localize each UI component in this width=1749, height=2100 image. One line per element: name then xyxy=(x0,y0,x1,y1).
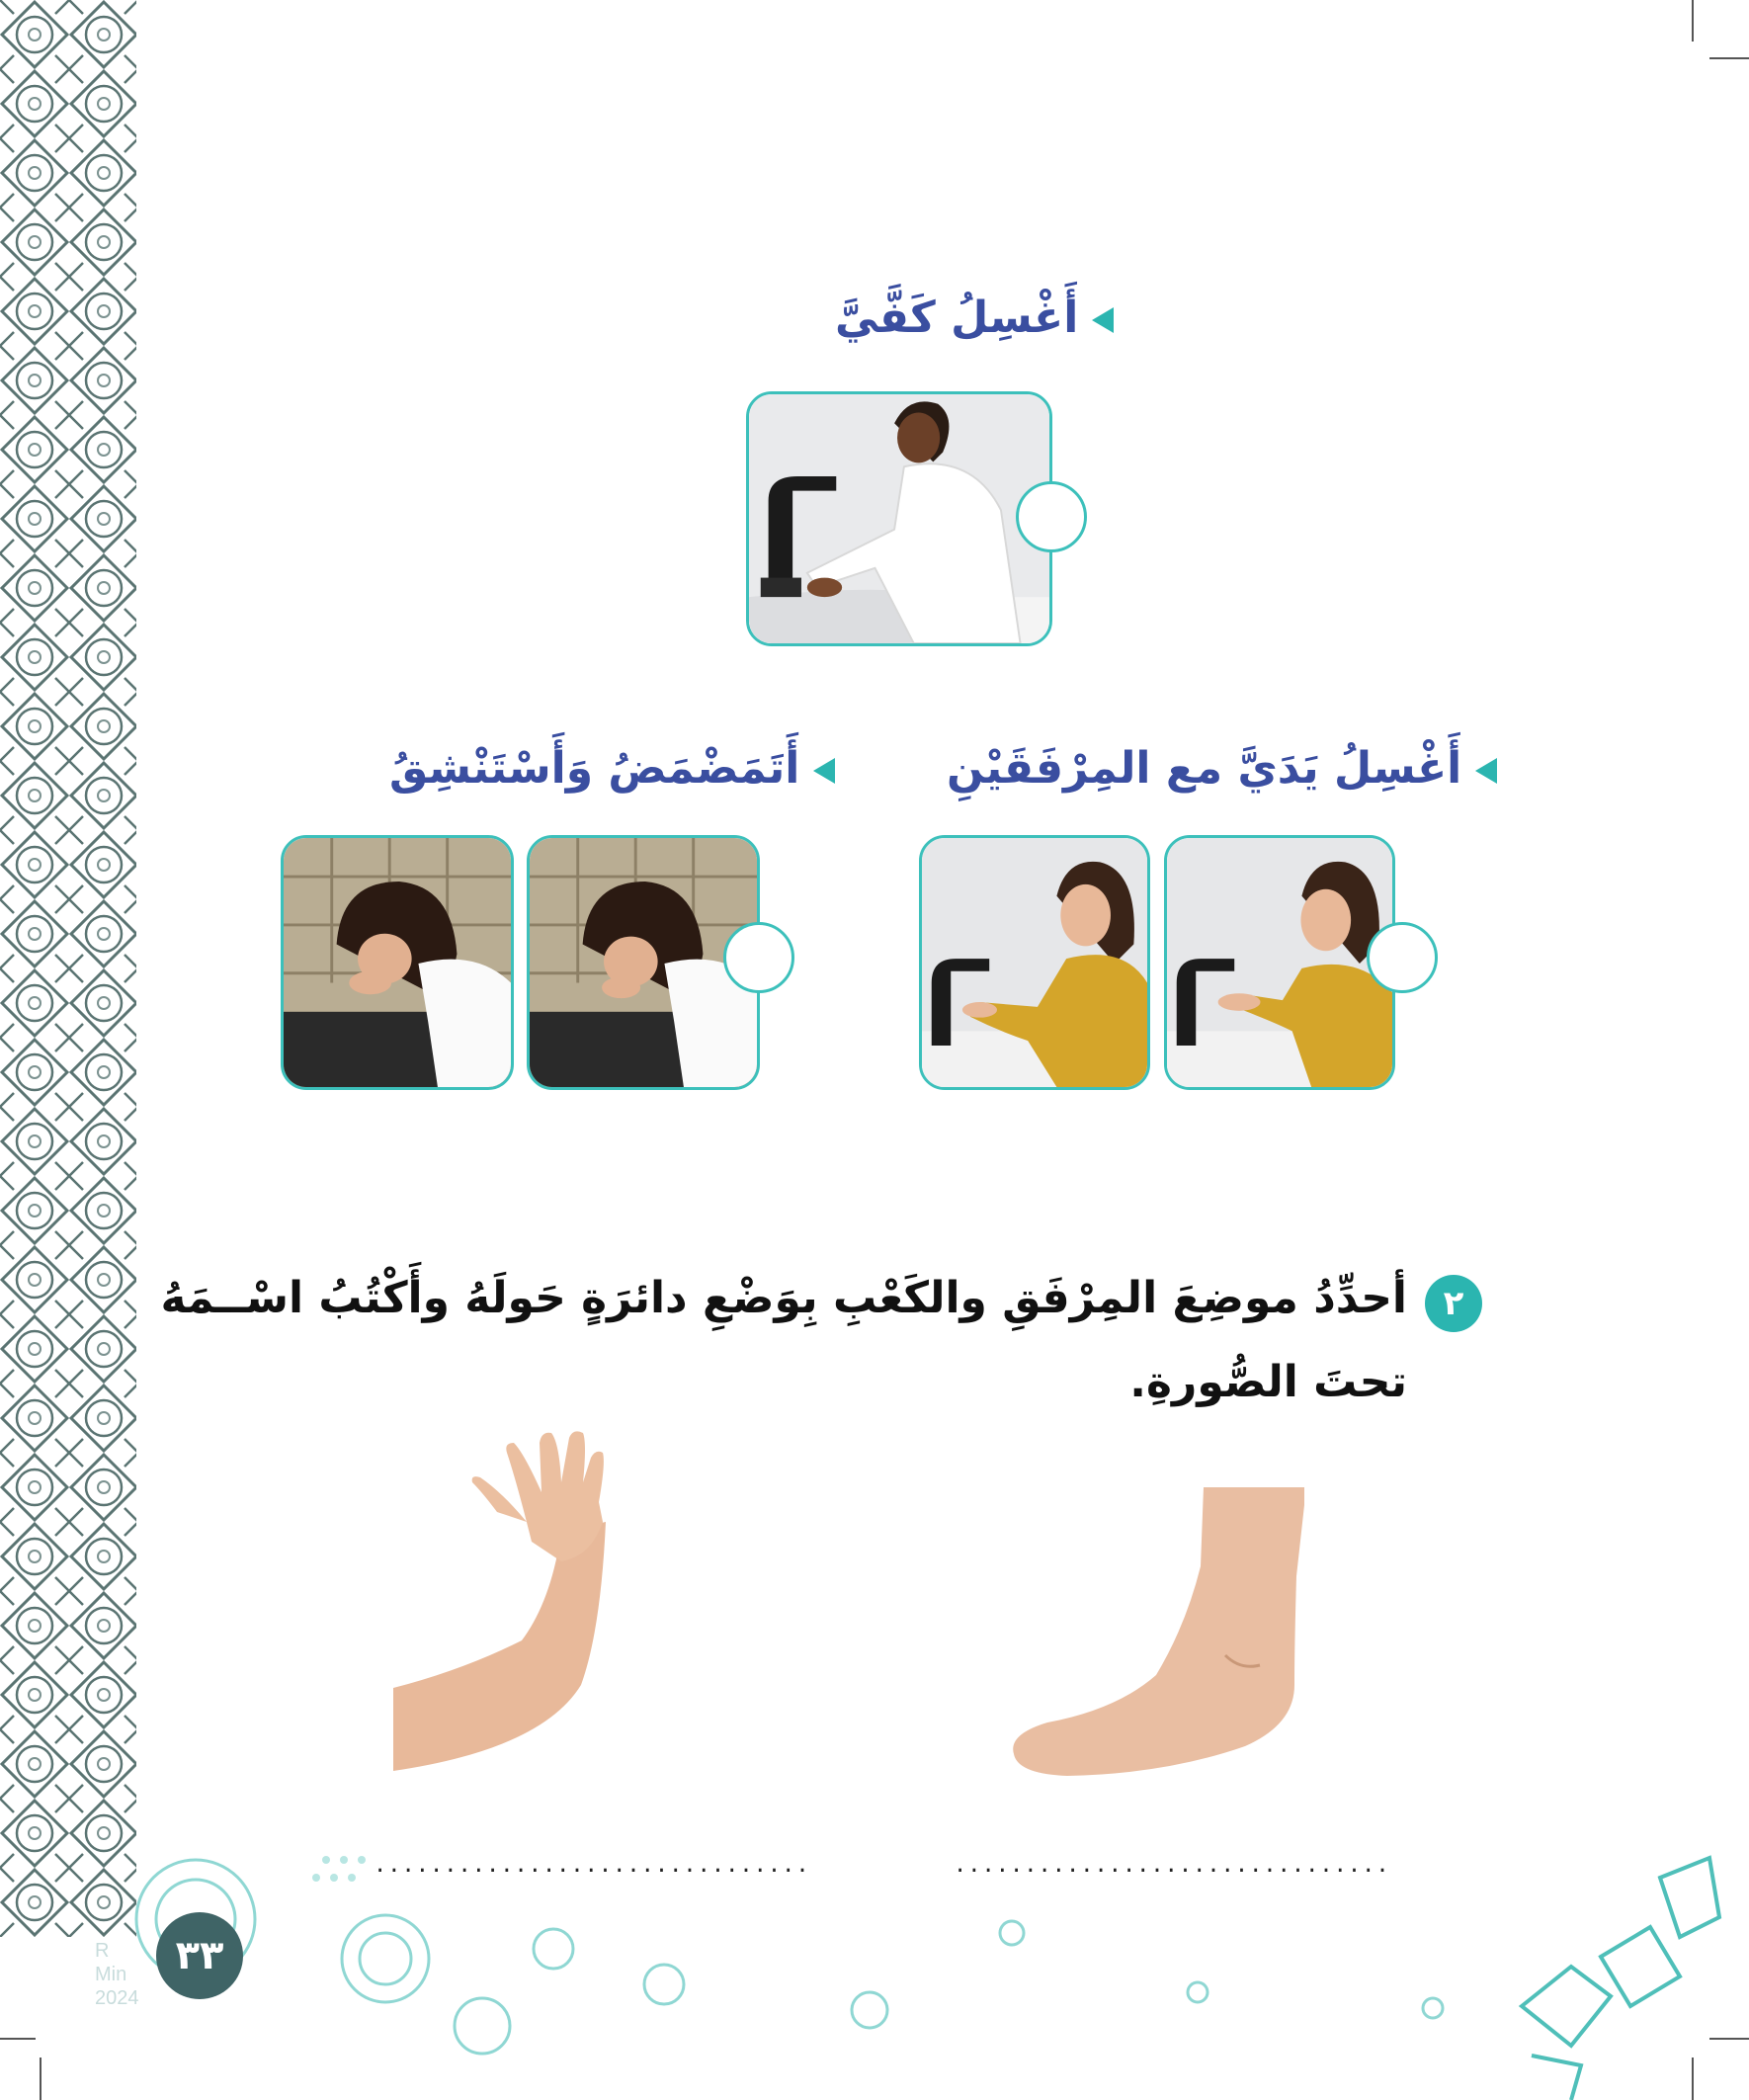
triangle-bullet-icon xyxy=(1475,758,1497,784)
answer-line-arm[interactable]: ............................... xyxy=(374,1853,810,1878)
check-circle[interactable] xyxy=(723,922,794,993)
ministry-watermark: R Min 2024 xyxy=(95,1940,139,2009)
step-title-wash-arms-elbows: أَغْسِلُ يَدَيَّ مع المِرْفَقَيْنِ xyxy=(947,743,1497,794)
photo-girl-washing-arm-1 xyxy=(919,835,1150,1090)
question-number-badge: ٢ xyxy=(1425,1275,1482,1332)
triangle-bullet-icon xyxy=(813,758,835,784)
crop-mark xyxy=(1709,57,1749,59)
check-circle[interactable] xyxy=(1367,922,1438,993)
footer-rosette-decorations xyxy=(119,1838,1749,2100)
page-number-badge: ٣٣ xyxy=(156,1912,243,1999)
step-title-rinse-mouth-nose: أَتَمَضْمَضُ وَأَسْتَنْشِقُ xyxy=(389,743,835,794)
photo-girl-washing-arm-2 xyxy=(1164,835,1395,1090)
triangle-bullet-icon xyxy=(1092,307,1114,333)
arm-image xyxy=(393,1423,680,1771)
photo-girl-rinsing-mouth-1 xyxy=(281,835,514,1090)
question-text-line2: تحتَ الصُّورةِ. xyxy=(1129,1357,1407,1407)
question-text-line1: أحدِّدُ موضِعَ المِرْفَقِ والكَعْبِ بِوَضْعِ دائرَةٍ حَولَهُ وأَكْتُبُ اسْــمَهُ xyxy=(160,1273,1407,1323)
foot-image xyxy=(1008,1487,1304,1784)
step-title-wash-hands: أَغْسِلُ كَفَّيَّ xyxy=(835,293,1114,343)
check-circle[interactable] xyxy=(1016,481,1087,552)
decorative-border-pattern xyxy=(0,0,138,2100)
photo-boy-washing-hands xyxy=(746,391,1052,646)
answer-line-foot[interactable]: ............................... xyxy=(954,1853,1390,1878)
crop-mark xyxy=(1692,0,1694,42)
